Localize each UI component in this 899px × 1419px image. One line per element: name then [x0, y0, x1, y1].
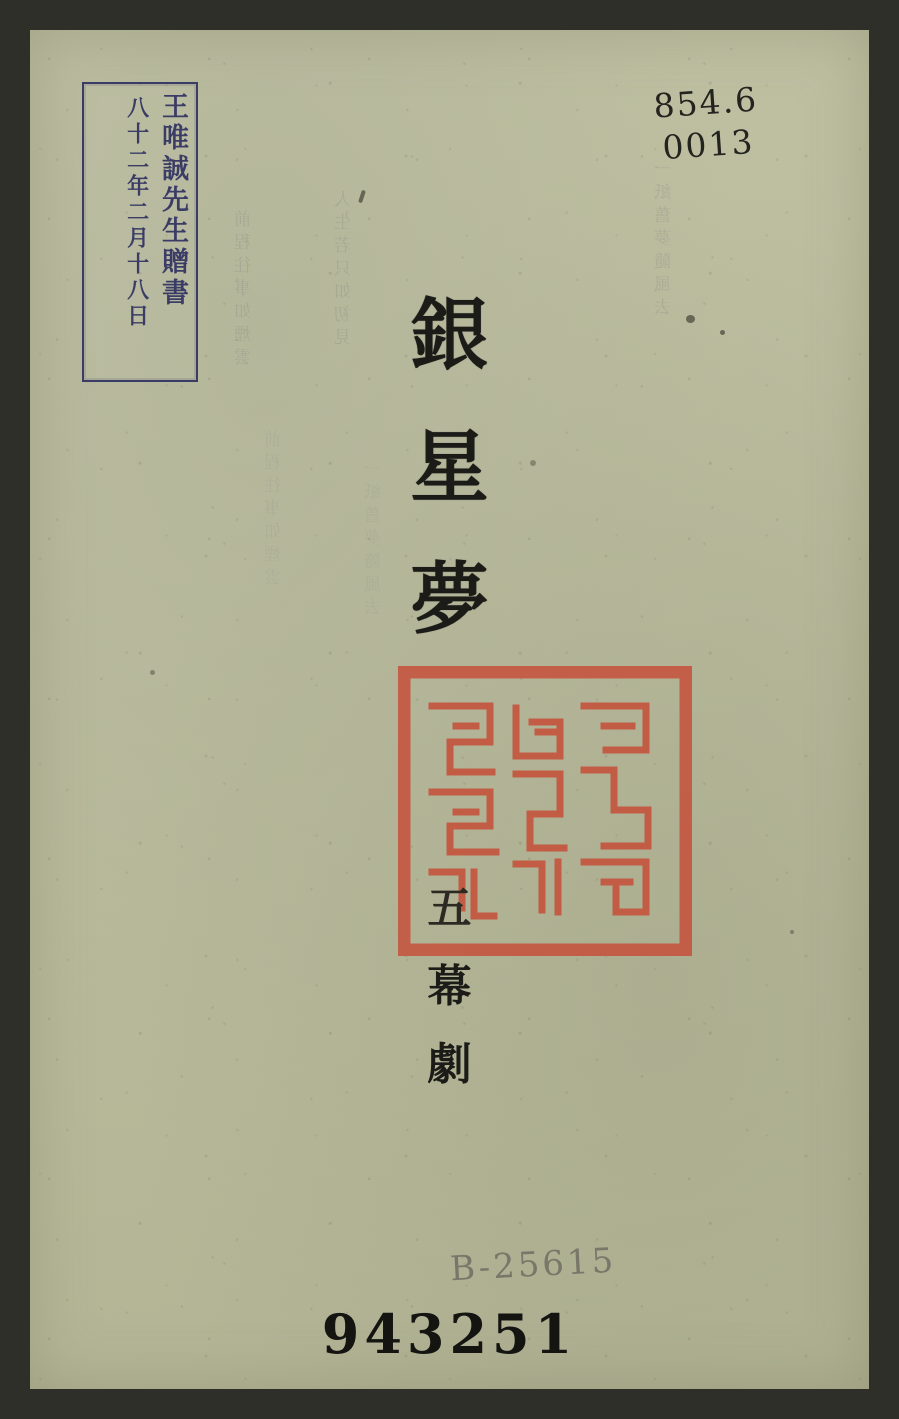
- ink-fleck: [358, 190, 366, 204]
- bleed-through-text-a: 前程往事如煙雲: [235, 210, 255, 371]
- call-number-line-1: 854.6: [651, 79, 759, 126]
- donation-stamp-name: 王唯誠先生贈書: [157, 92, 188, 309]
- bleed-through-text-d: 前程往事如煙雲: [265, 430, 285, 591]
- ink-fleck: [150, 670, 155, 675]
- call-number-handwritten: [652, 78, 762, 170]
- title-char-1: 銀: [410, 291, 489, 381]
- bleed-through-text-e: 一紙舊夢隨風去: [365, 460, 385, 621]
- accession-number-pencil: B-25615: [449, 1240, 618, 1290]
- title-char-3: 夢: [410, 555, 489, 645]
- call-number-line-2: 0013: [660, 122, 756, 168]
- bleed-through-text-c: 一紙舊夢隨風去: [655, 160, 675, 321]
- donation-stamp-date: 八十二年二月十八日: [123, 96, 149, 330]
- book-title: [30, 270, 869, 666]
- title-char-2: 星: [410, 423, 489, 513]
- accession-number-stamped: 943251: [321, 1302, 578, 1366]
- subtitle-char-3: 劇: [427, 1039, 472, 1090]
- book-subtitle: [30, 870, 869, 1104]
- book-title-page: [30, 30, 869, 1389]
- subtitle-char-2: 幕: [427, 961, 472, 1012]
- bleed-through-text-b: 人生若只如初見: [335, 190, 355, 351]
- subtitle-char-1: 五: [427, 883, 472, 934]
